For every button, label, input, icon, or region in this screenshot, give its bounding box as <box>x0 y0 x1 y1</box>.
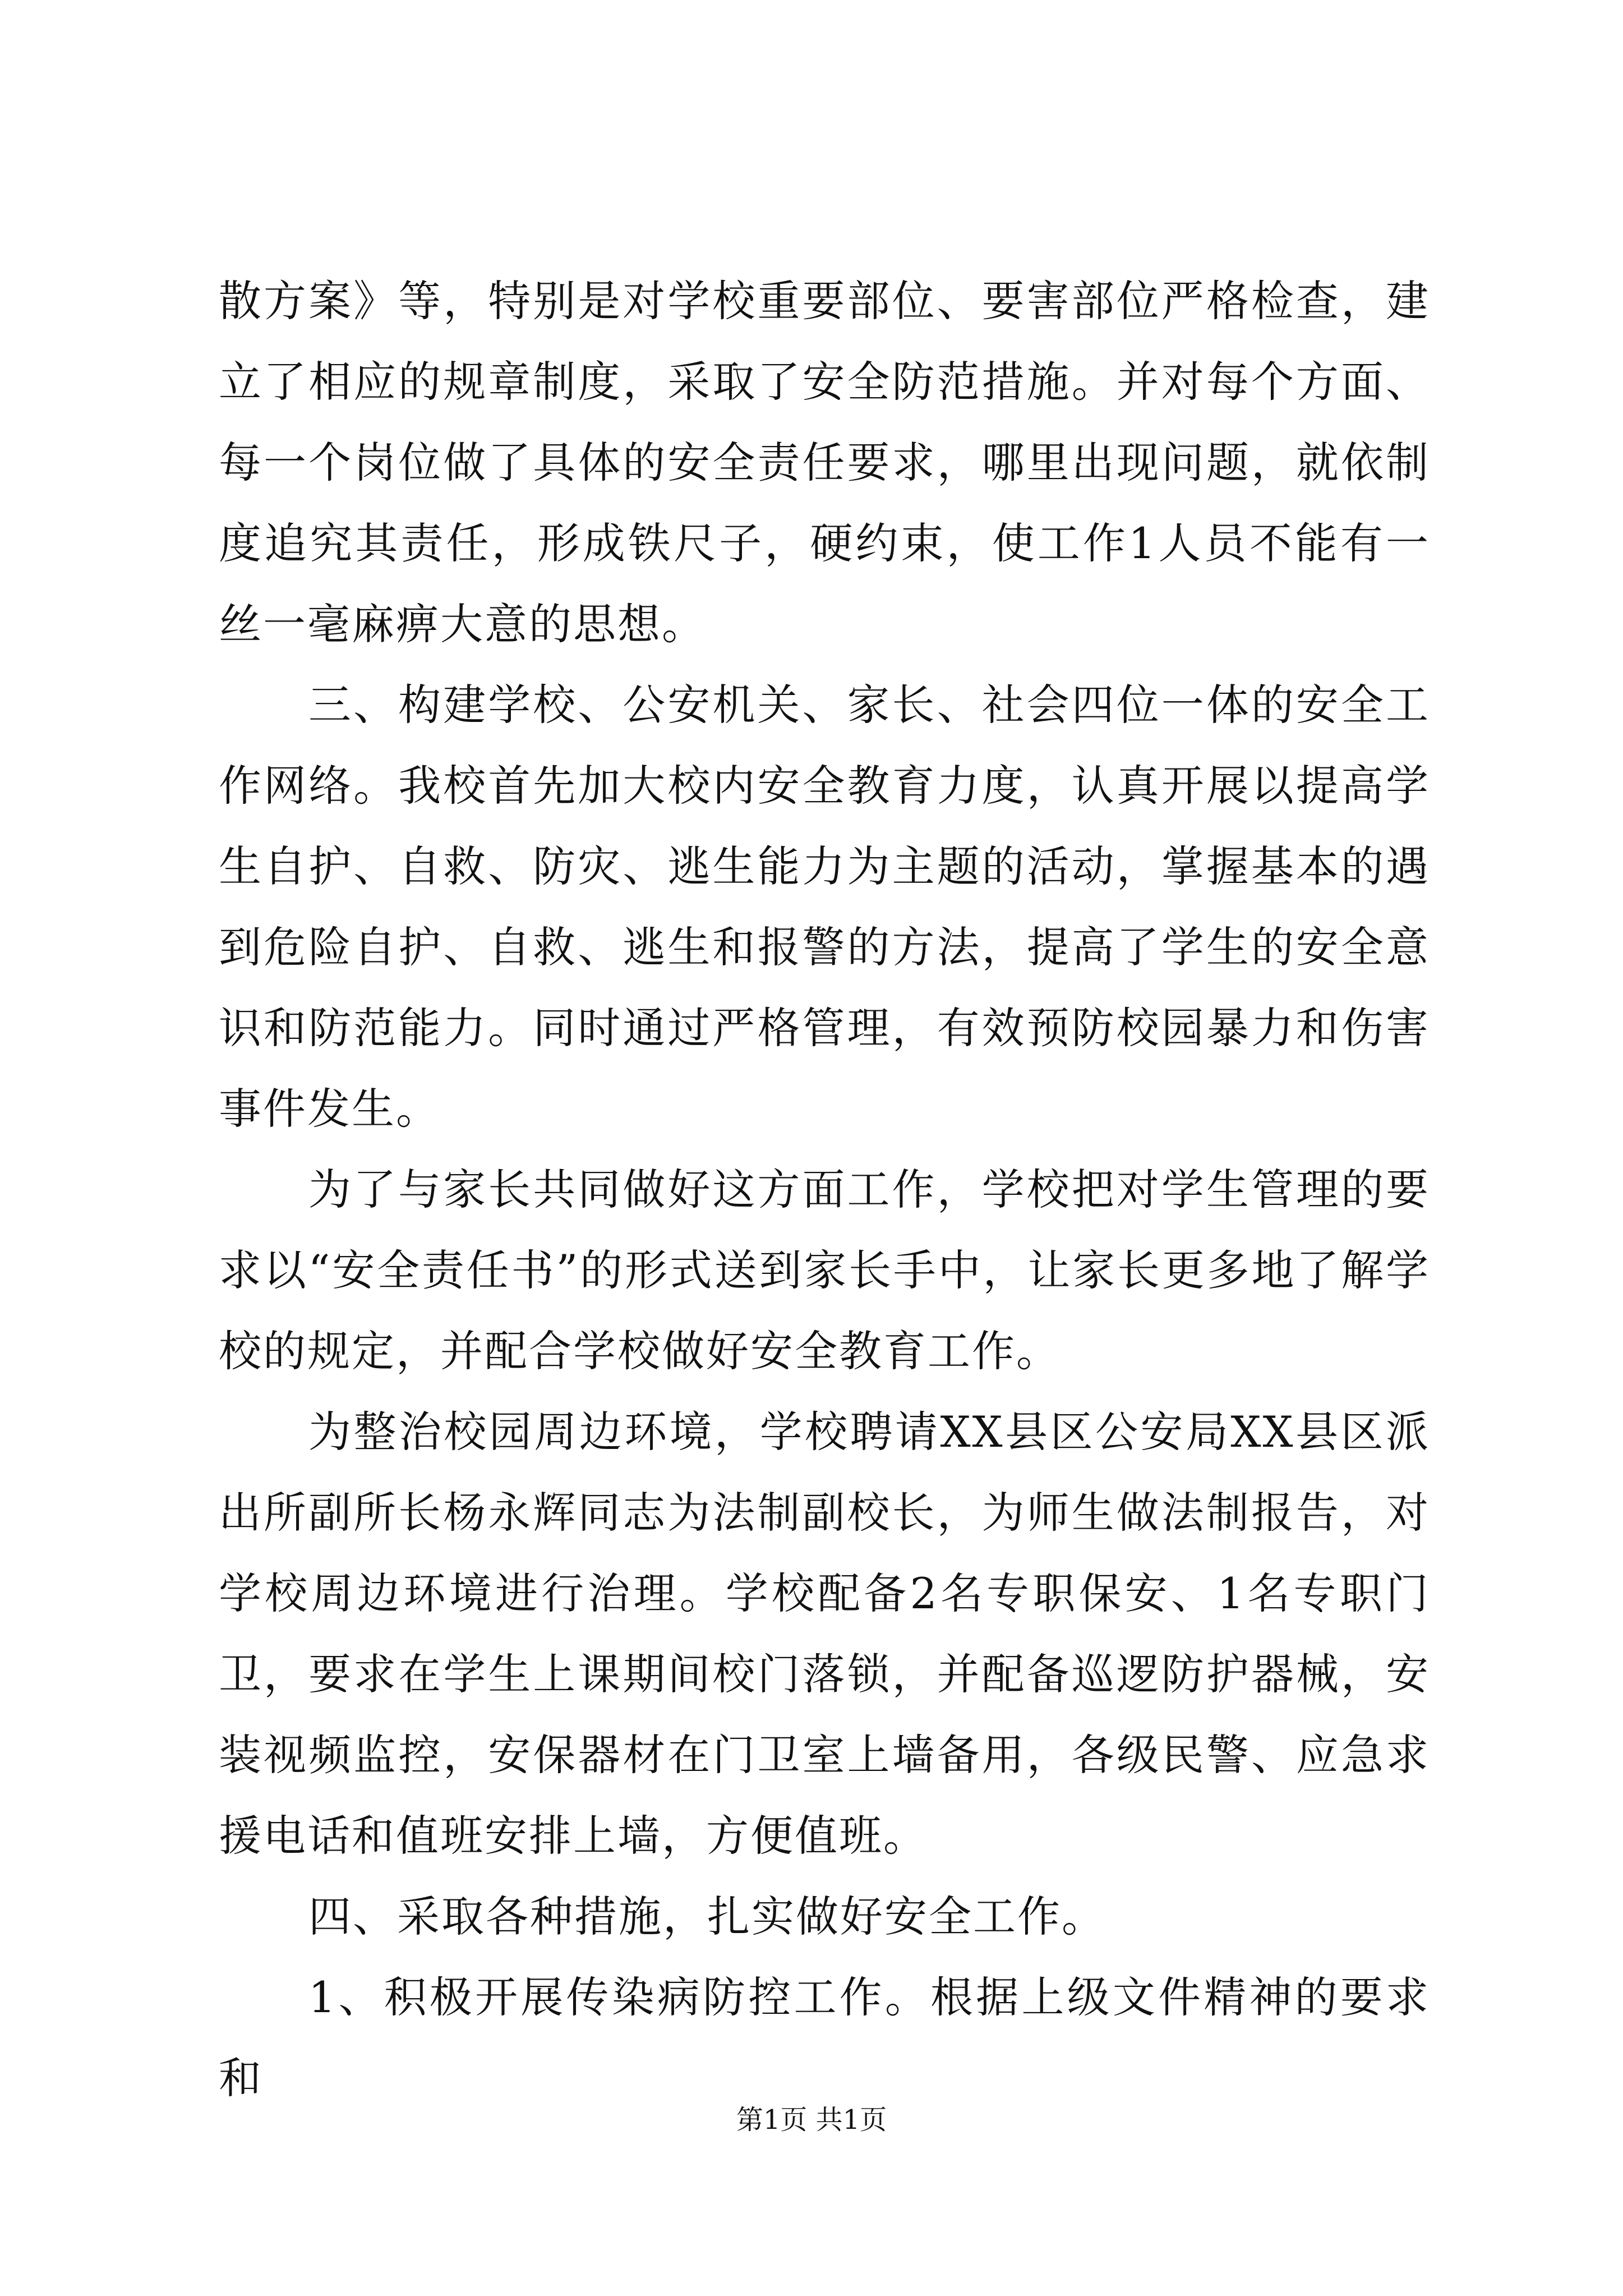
paragraph-continuation: 散方案》等，特别是对学校重要部位、要害部位严格检查，建立了相应的规章制度，采取了安全防范措施。并对每个方面、每一个岗位做了具体的安全责任要求，哪里出现问题，就依制度追究其责任，形成铁尺子，硬约束，使工作1人员不能有一丝一毫麻痹大意的思想。 <box>219 276 1430 649</box>
page-footer: 第1页 共1页 <box>736 2104 887 2136</box>
paragraph-campus-environment: 为整治校园周边环境，学校聘请XX县区公安局XX县区派出所副所长杨永辉同志为法制副校长，为师生做法制报告，对学校周边环境进行治理。学校配备2名专职保安、1名专职门卫，要求在学生上课期间校门落锁，并配备巡逻防护器械，安装视频监控，安保器材在门卫室上墙备用，各级民警、应急求援电话和值班安排上墙，方便值班。 <box>219 1407 1430 1861</box>
paragraph-parents-cooperation: 为了与家长共同做好这方面工作，学校把对学生管理的要求以“安全责任书”的形式送到家长手中，让家长更多地了解学校的规定，并配合学校做好安全教育工作。 <box>219 1165 1430 1376</box>
paragraph-item-one: 1、积极开展传染病防控工作。根据上级文件精神的要求和 <box>219 1972 1430 2103</box>
paragraph-section-four: 四、采取各种措施，扎实做好安全工作。 <box>308 1892 1106 1941</box>
document-body <box>219 261 1430 2119</box>
paragraph-section-three: 三、构建学校、公安机关、家长、社会四位一体的安全工作网络。我校首先加大校内安全教育力度，认真开展以提高学生自护、自救、防灾、逃生能力为主题的活动，掌握基本的遇到危险自护、自救、逃生和报警的方法，提高了学生的安全意识和防范能力。同时通过严格管理，有效预防校园暴力和伤害事件发生。 <box>219 680 1430 1134</box>
